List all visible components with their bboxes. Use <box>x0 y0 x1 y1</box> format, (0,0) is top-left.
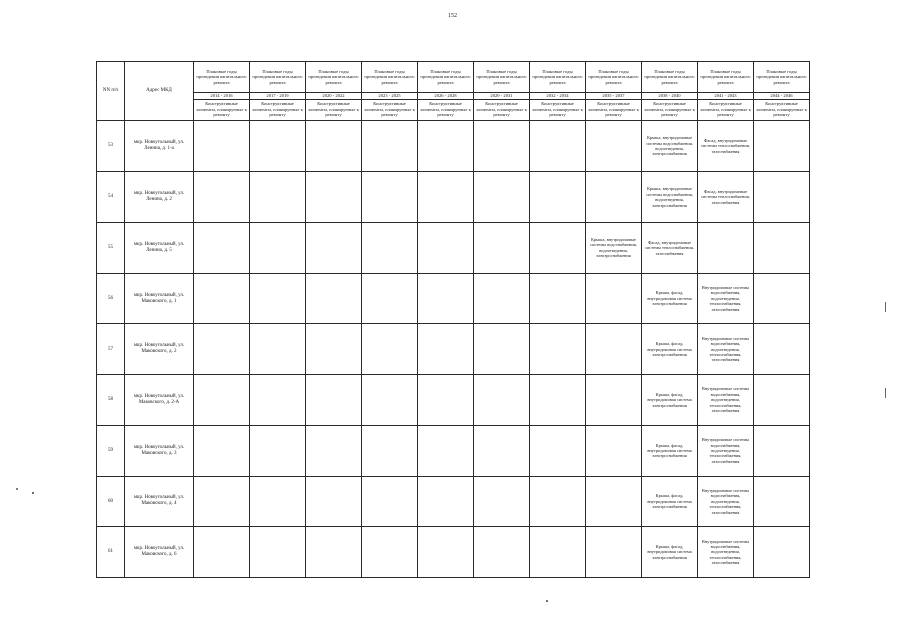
repair-works-cell <box>586 172 642 223</box>
scan-speck <box>546 600 548 602</box>
repair-works-cell: Внутридомовые системы водоснабжения, водоотведения, теплоснабжения, газоснабжения <box>698 476 754 527</box>
repair-works-cell <box>474 375 530 426</box>
scan-speck <box>16 488 18 490</box>
repair-works-cell <box>530 223 586 274</box>
repair-works-cell <box>754 375 810 426</box>
repair-works-cell <box>530 476 586 527</box>
scan-speck <box>32 492 34 494</box>
repair-works-cell <box>194 425 250 476</box>
repair-works-cell <box>474 120 530 172</box>
capital-repair-table <box>96 61 810 578</box>
table-row <box>97 476 810 527</box>
period-subheader: Конструктивные элементы, планируемые к ремонту <box>586 99 642 120</box>
repair-works-cell: Крыша, фасад, внутридомовая система электроснабжения <box>642 527 698 578</box>
period-title: Плановые годы проведения капитального ремонта <box>642 62 698 93</box>
repair-works-cell <box>306 223 362 274</box>
table-row <box>97 273 810 324</box>
repair-works-cell <box>362 120 418 172</box>
row-number: 61 <box>97 527 125 578</box>
repair-works-cell <box>754 120 810 172</box>
table-body <box>97 120 810 577</box>
period-years: 2017 - 2019 <box>250 93 306 100</box>
repair-works-cell <box>474 324 530 375</box>
repair-works-cell <box>586 527 642 578</box>
repair-works-cell <box>530 273 586 324</box>
table-row <box>97 223 810 274</box>
repair-works-cell <box>362 425 418 476</box>
row-address: мкр. Новоугольный, ул. Ленина, д. 1-а <box>125 120 194 172</box>
repair-works-cell: Крыша, внутридомовые системы водоснабжения, водоотведения, электроснабжения <box>586 223 642 274</box>
period-years: 2029 - 2031 <box>474 93 530 100</box>
table-row <box>97 172 810 223</box>
repair-works-cell <box>754 425 810 476</box>
repair-works-cell <box>418 425 474 476</box>
repair-works-cell <box>586 273 642 324</box>
period-years: 2044 - 2046 <box>754 93 810 100</box>
repair-works-cell <box>586 324 642 375</box>
period-subheader: Конструктивные элементы, планируемые к ремонту <box>250 99 306 120</box>
page-number: 152 <box>448 13 457 19</box>
repair-works-cell <box>250 223 306 274</box>
period-years: 2041 - 2043 <box>698 93 754 100</box>
period-title: Плановые годы проведения капитального ремонта <box>418 62 474 93</box>
period-subheader: Конструктивные элементы, планируемые к ремонту <box>530 99 586 120</box>
repair-works-cell <box>194 223 250 274</box>
repair-works-cell <box>194 324 250 375</box>
row-number: 58 <box>97 375 125 426</box>
repair-works-cell <box>250 375 306 426</box>
row-number: 55 <box>97 223 125 274</box>
repair-works-cell <box>306 273 362 324</box>
period-years: 2026 - 2028 <box>418 93 474 100</box>
row-number: 53 <box>97 120 125 172</box>
repair-works-cell <box>250 527 306 578</box>
repair-works-cell <box>418 223 474 274</box>
repair-works-cell: Фасад, внутридомовые системы теплоснабжения, газоснабжения <box>698 172 754 223</box>
row-number: 59 <box>97 425 125 476</box>
repair-works-cell <box>698 223 754 274</box>
period-title: Плановые годы проведения капитального ремонта <box>474 62 530 93</box>
repair-works-cell <box>306 425 362 476</box>
repair-works-cell <box>194 476 250 527</box>
repair-works-cell: Внутридомовые системы водоснабжения, водоотведения, теплоснабжения, газоснабжения <box>698 425 754 476</box>
repair-works-cell <box>586 375 642 426</box>
repair-works-cell <box>250 273 306 324</box>
repair-works-cell: Крыша, внутридомовые системы водоснабжения, водоотведения, электроснабжения <box>642 172 698 223</box>
repair-works-cell <box>474 527 530 578</box>
row-address: мкр. Новоугольный, ул. Ленина, д. 5 <box>125 223 194 274</box>
repair-works-cell <box>306 527 362 578</box>
repair-works-cell <box>474 223 530 274</box>
repair-works-cell: Крыша, фасад, внутридомовая система электроснабжения <box>642 476 698 527</box>
repair-works-cell <box>754 324 810 375</box>
scan-mark <box>885 388 886 398</box>
row-address: мкр. Новоугольный, ул. Ленина, д. 2 <box>125 172 194 223</box>
repair-works-cell <box>418 527 474 578</box>
repair-works-cell <box>530 324 586 375</box>
repair-works-cell: Крыша, фасад, внутридомовая система электроснабжения <box>642 324 698 375</box>
row-address: мкр. Новоугольный, ул. Маковского, д. 1 <box>125 273 194 324</box>
row-address: мкр. Новоугольный, ул. Маковского, д. 2 <box>125 324 194 375</box>
row-address: мкр. Новоугольный, ул. Маковского, д. 3 <box>125 425 194 476</box>
repair-works-cell: Крыша, фасад, внутридомовая система электроснабжения <box>642 375 698 426</box>
num-column-header: NN п/п <box>97 62 125 121</box>
repair-works-cell <box>530 527 586 578</box>
period-subheader: Конструктивные элементы, планируемые к ремонту <box>306 99 362 120</box>
repair-works-cell <box>530 120 586 172</box>
table-header <box>97 62 810 121</box>
repair-works-cell <box>418 476 474 527</box>
repair-works-cell <box>194 375 250 426</box>
period-subheader: Конструктивные элементы, планируемые к ремонту <box>642 99 698 120</box>
period-years: 2023 - 2025 <box>362 93 418 100</box>
address-column-header: Адрес МКД <box>125 62 194 121</box>
repair-works-cell <box>754 476 810 527</box>
period-title: Плановые годы проведения капитального ремонта <box>362 62 418 93</box>
period-subheader: Конструктивные элементы, планируемые к ремонту <box>362 99 418 120</box>
row-number: 57 <box>97 324 125 375</box>
table-row <box>97 324 810 375</box>
repair-works-cell <box>194 527 250 578</box>
repair-works-cell <box>194 273 250 324</box>
repair-works-cell <box>586 476 642 527</box>
row-number: 56 <box>97 273 125 324</box>
repair-works-cell: Крыша, фасад, внутридомовая система электроснабжения <box>642 273 698 324</box>
repair-works-cell <box>754 273 810 324</box>
period-subheader: Конструктивные элементы, планируемые к ремонту <box>418 99 474 120</box>
period-years: 2032 - 2034 <box>530 93 586 100</box>
repair-works-cell <box>418 120 474 172</box>
repair-works-cell <box>474 273 530 324</box>
repair-works-cell <box>754 223 810 274</box>
table-row <box>97 375 810 426</box>
period-years: 2014 - 2016 <box>194 93 250 100</box>
repair-works-cell <box>418 273 474 324</box>
scan-mark <box>885 302 886 312</box>
repair-works-cell <box>250 172 306 223</box>
repair-works-cell <box>530 425 586 476</box>
repair-works-cell <box>754 527 810 578</box>
repair-works-cell <box>362 324 418 375</box>
period-title: Плановые годы проведения капитального ремонта <box>586 62 642 93</box>
repair-works-cell <box>754 172 810 223</box>
repair-works-cell: Крыша, фасад, внутридомовая система электроснабжения <box>642 425 698 476</box>
repair-works-cell <box>194 172 250 223</box>
table-row <box>97 425 810 476</box>
repair-works-cell <box>530 172 586 223</box>
repair-works-cell: Внутридомовые системы водоснабжения, водоотведения, теплоснабжения, газоснабжения <box>698 375 754 426</box>
period-years: 2020 - 2022 <box>306 93 362 100</box>
row-address: мкр. Новоугольный, ул. Маковского, д. 4 <box>125 476 194 527</box>
repair-works-cell: Крыша, внутридомовые системы водоснабжения, водоотведения, электроснабжения <box>642 120 698 172</box>
repair-works-cell <box>474 172 530 223</box>
period-title: Плановые годы проведения капитального ремонта <box>250 62 306 93</box>
row-number: 54 <box>97 172 125 223</box>
repair-works-cell <box>362 527 418 578</box>
repair-works-cell <box>306 476 362 527</box>
repair-works-cell <box>306 120 362 172</box>
repair-works-cell <box>418 375 474 426</box>
period-subheader: Конструктивные элементы, планируемые к ремонту <box>754 99 810 120</box>
repair-works-cell <box>474 476 530 527</box>
repair-works-cell <box>250 425 306 476</box>
repair-works-cell: Внутридомовые системы водоснабжения, водоотведения, теплоснабжения, газоснабжения <box>698 273 754 324</box>
row-address: мкр. Новоугольный, ул. Маковского, д. 6 <box>125 527 194 578</box>
repair-works-cell <box>362 476 418 527</box>
repair-works-cell <box>586 425 642 476</box>
repair-works-cell <box>306 172 362 223</box>
period-title: Плановые годы проведения капитального ремонта <box>194 62 250 93</box>
repair-works-cell <box>474 425 530 476</box>
table-row <box>97 527 810 578</box>
repair-works-cell <box>362 375 418 426</box>
period-title: Плановые годы проведения капитального ремонта <box>306 62 362 93</box>
repair-works-cell: Фасад, внутридомовые системы теплоснабжения, газоснабжения <box>642 223 698 274</box>
repair-works-cell <box>362 223 418 274</box>
repair-works-cell <box>194 120 250 172</box>
row-address: мкр. Новоугольный, ул. Маковского, д. 2-А <box>125 375 194 426</box>
period-title: Плановые годы проведения капитального ремонта <box>530 62 586 93</box>
period-title: Плановые годы проведения капитального ремонта <box>754 62 810 93</box>
repair-works-cell <box>362 273 418 324</box>
period-title: Плановые годы проведения капитального ремонта <box>698 62 754 93</box>
repair-works-cell <box>306 324 362 375</box>
repair-works-cell <box>418 324 474 375</box>
period-subheader: Конструктивные элементы, планируемые к ремонту <box>698 99 754 120</box>
repair-works-cell: Внутридомовые системы водоснабжения, водоотведения, теплоснабжения, газоснабжения <box>698 527 754 578</box>
repair-works-cell <box>362 172 418 223</box>
period-subheader: Конструктивные элементы, планируемые к ремонту <box>194 99 250 120</box>
repair-works-cell <box>250 120 306 172</box>
period-years: 2038 - 2040 <box>642 93 698 100</box>
repair-works-cell <box>530 375 586 426</box>
table-row <box>97 120 810 172</box>
repair-works-cell <box>250 324 306 375</box>
period-years: 2035 - 2037 <box>586 93 642 100</box>
period-subheader: Конструктивные элементы, планируемые к ремонту <box>474 99 530 120</box>
repair-works-cell <box>250 476 306 527</box>
row-number: 60 <box>97 476 125 527</box>
repair-works-cell: Фасад, внутридомовые системы теплоснабжения, газоснабжения <box>698 120 754 172</box>
repair-works-cell <box>306 375 362 426</box>
repair-works-cell <box>418 172 474 223</box>
repair-works-cell: Внутридомовые системы водоснабжения, водоотведения, теплоснабжения, газоснабжения <box>698 324 754 375</box>
repair-works-cell <box>586 120 642 172</box>
